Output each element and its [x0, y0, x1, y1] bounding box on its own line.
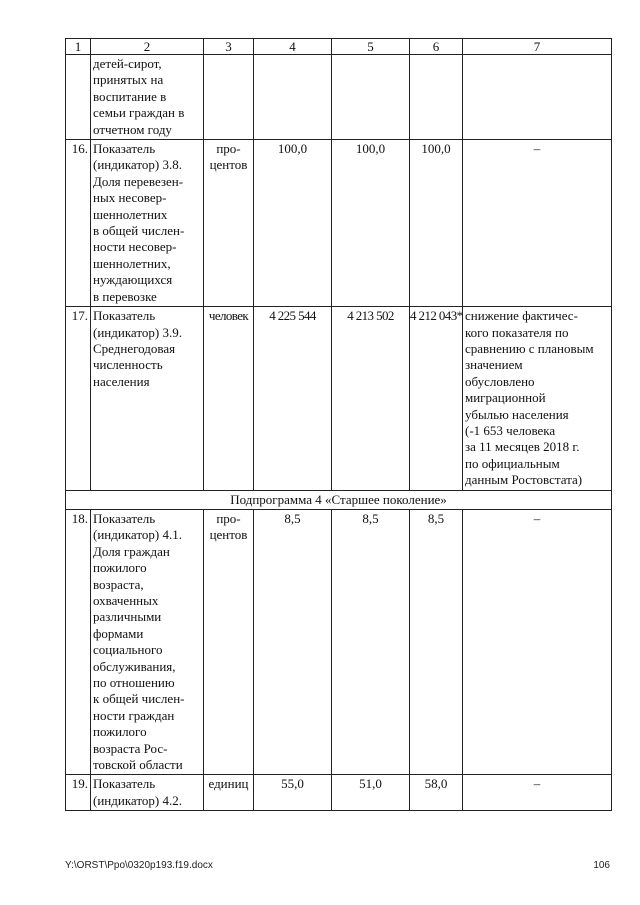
subprogram-row: [66, 490, 612, 509]
indicators-table: [65, 38, 612, 811]
indicator-name: Показатель (индикатор) 3.9. Среднегодовая численность населения: [91, 307, 204, 490]
header-cell-3: 3: [204, 39, 254, 55]
comment-cell: –: [463, 509, 612, 775]
header-cell-5: 5: [332, 39, 410, 55]
comment-cell: –: [463, 140, 612, 307]
table-row: [66, 307, 612, 490]
comment-cell: снижение фактичес- кого показателя по сравнению с плановым значением обусловлено миграционной убылью населения (-1 653 человека за 11 месяцев 2018 г. по официальным данным Ростовстата): [463, 307, 612, 490]
header-cell-7: 7: [463, 39, 612, 55]
comment-cell: –: [463, 775, 612, 811]
unit-cell: человек: [204, 307, 254, 490]
table-row: [66, 775, 612, 811]
continuation-unit: [204, 55, 254, 140]
value-col6: 58,0: [410, 775, 463, 811]
continuation-v5: [332, 55, 410, 140]
header-cell-1: 1: [66, 39, 91, 55]
value-col4: 100,0: [254, 140, 332, 307]
header-cell-2: 2: [91, 39, 204, 55]
value-col6: 4 212 043*: [410, 307, 463, 490]
row-number: 16.: [66, 140, 91, 307]
value-col4: 4 225 544: [254, 307, 332, 490]
header-cell-6: 6: [410, 39, 463, 55]
value-col5: 51,0: [332, 775, 410, 811]
table-row: [66, 140, 612, 307]
unit-cell: единиц: [204, 775, 254, 811]
indicator-name: Показатель (индикатор) 4.1. Доля граждан пожилого возраста, охваченных различными формами социального обслуживания, по отношению к общей числен- ности граждан пожилого возраста Рос- товской области: [91, 509, 204, 775]
row-number: 18.: [66, 509, 91, 775]
continuation-row: [66, 55, 612, 140]
unit-cell: про- центов: [204, 140, 254, 307]
value-col4: 55,0: [254, 775, 332, 811]
continuation-v4: [254, 55, 332, 140]
continuation-num: [66, 55, 91, 140]
value-col6: 100,0: [410, 140, 463, 307]
continuation-comment: [463, 55, 612, 140]
value-col4: 8,5: [254, 509, 332, 775]
value-col6: 8,5: [410, 509, 463, 775]
header-cell-4: 4: [254, 39, 332, 55]
value-col5: 100,0: [332, 140, 410, 307]
header-row: [66, 39, 612, 55]
continuation-name: детей-сирот, принятых на воспитание в семьи граждан в отчетном году: [91, 55, 204, 140]
indicator-name: Показатель (индикатор) 4.2.: [91, 775, 204, 811]
subprogram-title: Подпрограмма 4 «Старшее поколение»: [66, 490, 612, 509]
value-col5: 8,5: [332, 509, 410, 775]
indicator-name: Показатель (индикатор) 3.8. Доля перевезен- ных несовер- шеннолетних в общей числен- ности несовер- шеннолетних, нуждающихся в перевозке: [91, 140, 204, 307]
row-number: 17.: [66, 307, 91, 490]
footer-page-number: 106: [593, 860, 610, 871]
footer-file-path: Y:\ORST\Ppo\0320p193.f19.docx: [65, 860, 213, 871]
unit-cell: про- центов: [204, 509, 254, 775]
value-col5: 4 213 502: [332, 307, 410, 490]
row-number: 19.: [66, 775, 91, 811]
continuation-v6: [410, 55, 463, 140]
table-row: [66, 509, 612, 775]
